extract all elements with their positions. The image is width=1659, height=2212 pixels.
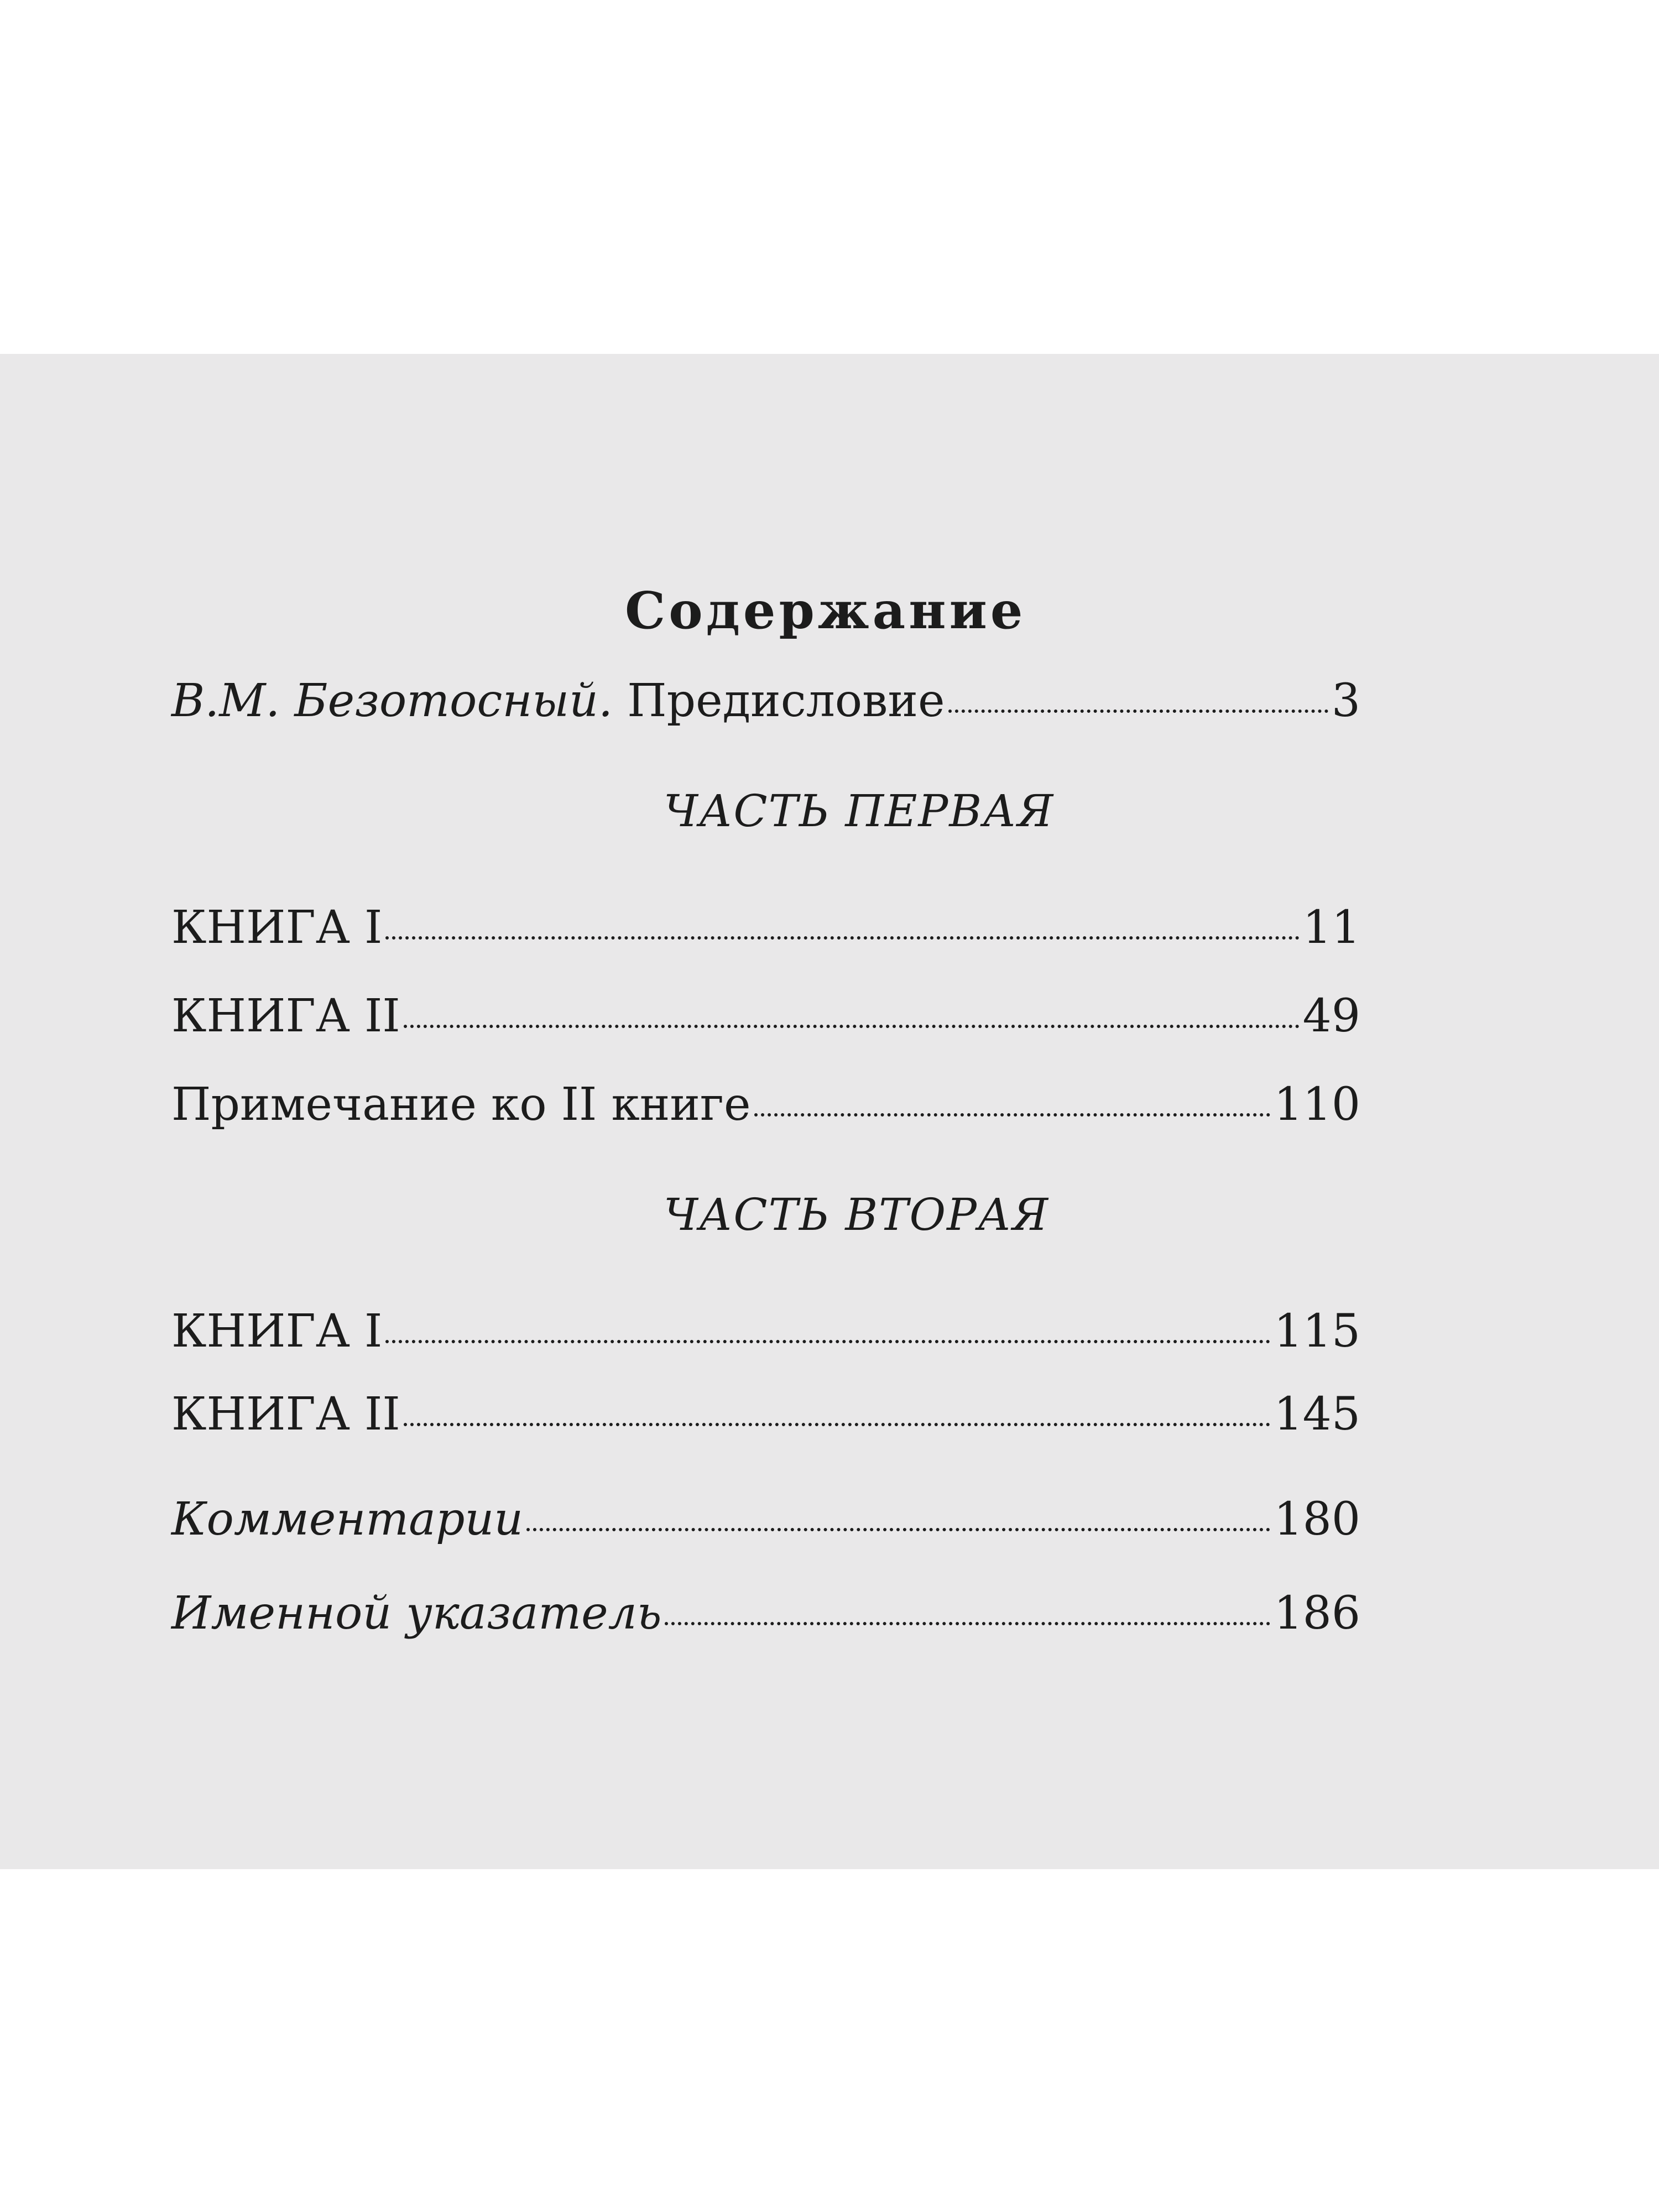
- leader-dots: [385, 936, 1299, 940]
- leader-dots: [754, 1113, 1271, 1117]
- toc-entry-label: Примечание ко II книге: [171, 1078, 751, 1131]
- leader-dots: [385, 1340, 1270, 1343]
- page-title: Содержание: [625, 581, 1026, 640]
- preface-title: Предисловие: [627, 675, 945, 727]
- leader-dots: [665, 1622, 1270, 1625]
- leader-dots: [948, 709, 1328, 713]
- toc-entry-label: КНИГА II: [171, 1388, 400, 1441]
- toc-entry-page: 180: [1274, 1493, 1360, 1546]
- toc-entry-page: 186: [1274, 1587, 1360, 1640]
- toc-entry-page: 49: [1302, 990, 1360, 1042]
- toc-entry-label: [171, 675, 945, 727]
- leader-dots: [526, 1528, 1270, 1531]
- toc-entry-label: КНИГА I: [171, 1305, 383, 1358]
- toc-entry-part2-book1[interactable]: [171, 1305, 1360, 1358]
- toc-entry-label: Комментарии: [171, 1493, 524, 1546]
- toc-entry-page: 3: [1331, 675, 1360, 727]
- toc-entry-part1-note[interactable]: [171, 1078, 1360, 1131]
- preface-author: В.М. Безотосный.: [171, 675, 613, 727]
- toc-entry-label: КНИГА II: [171, 990, 400, 1042]
- toc-entry-comments[interactable]: [171, 1493, 1360, 1546]
- toc-entry-page: 110: [1274, 1078, 1360, 1131]
- part-one-title: ЧАСТЬ ПЕРВАЯ: [664, 785, 1055, 837]
- toc-entry-page: 115: [1274, 1305, 1360, 1358]
- part-two-title: ЧАСТЬ ВТОРАЯ: [664, 1189, 1050, 1240]
- toc-entry-part1-book1[interactable]: [171, 901, 1360, 954]
- leader-dots: [404, 1423, 1271, 1426]
- toc-entry-part2-book2[interactable]: [171, 1388, 1360, 1441]
- toc-entry-part1-book2[interactable]: [171, 990, 1360, 1042]
- toc-entry-preface[interactable]: [171, 675, 1360, 727]
- toc-entry-page: 145: [1274, 1388, 1360, 1441]
- toc-entry-page: 11: [1302, 901, 1360, 954]
- toc-entry-index[interactable]: [171, 1587, 1360, 1640]
- toc-entry-label: Именной указатель: [171, 1587, 662, 1640]
- toc-entry-label: КНИГА I: [171, 901, 383, 954]
- leader-dots: [404, 1025, 1300, 1028]
